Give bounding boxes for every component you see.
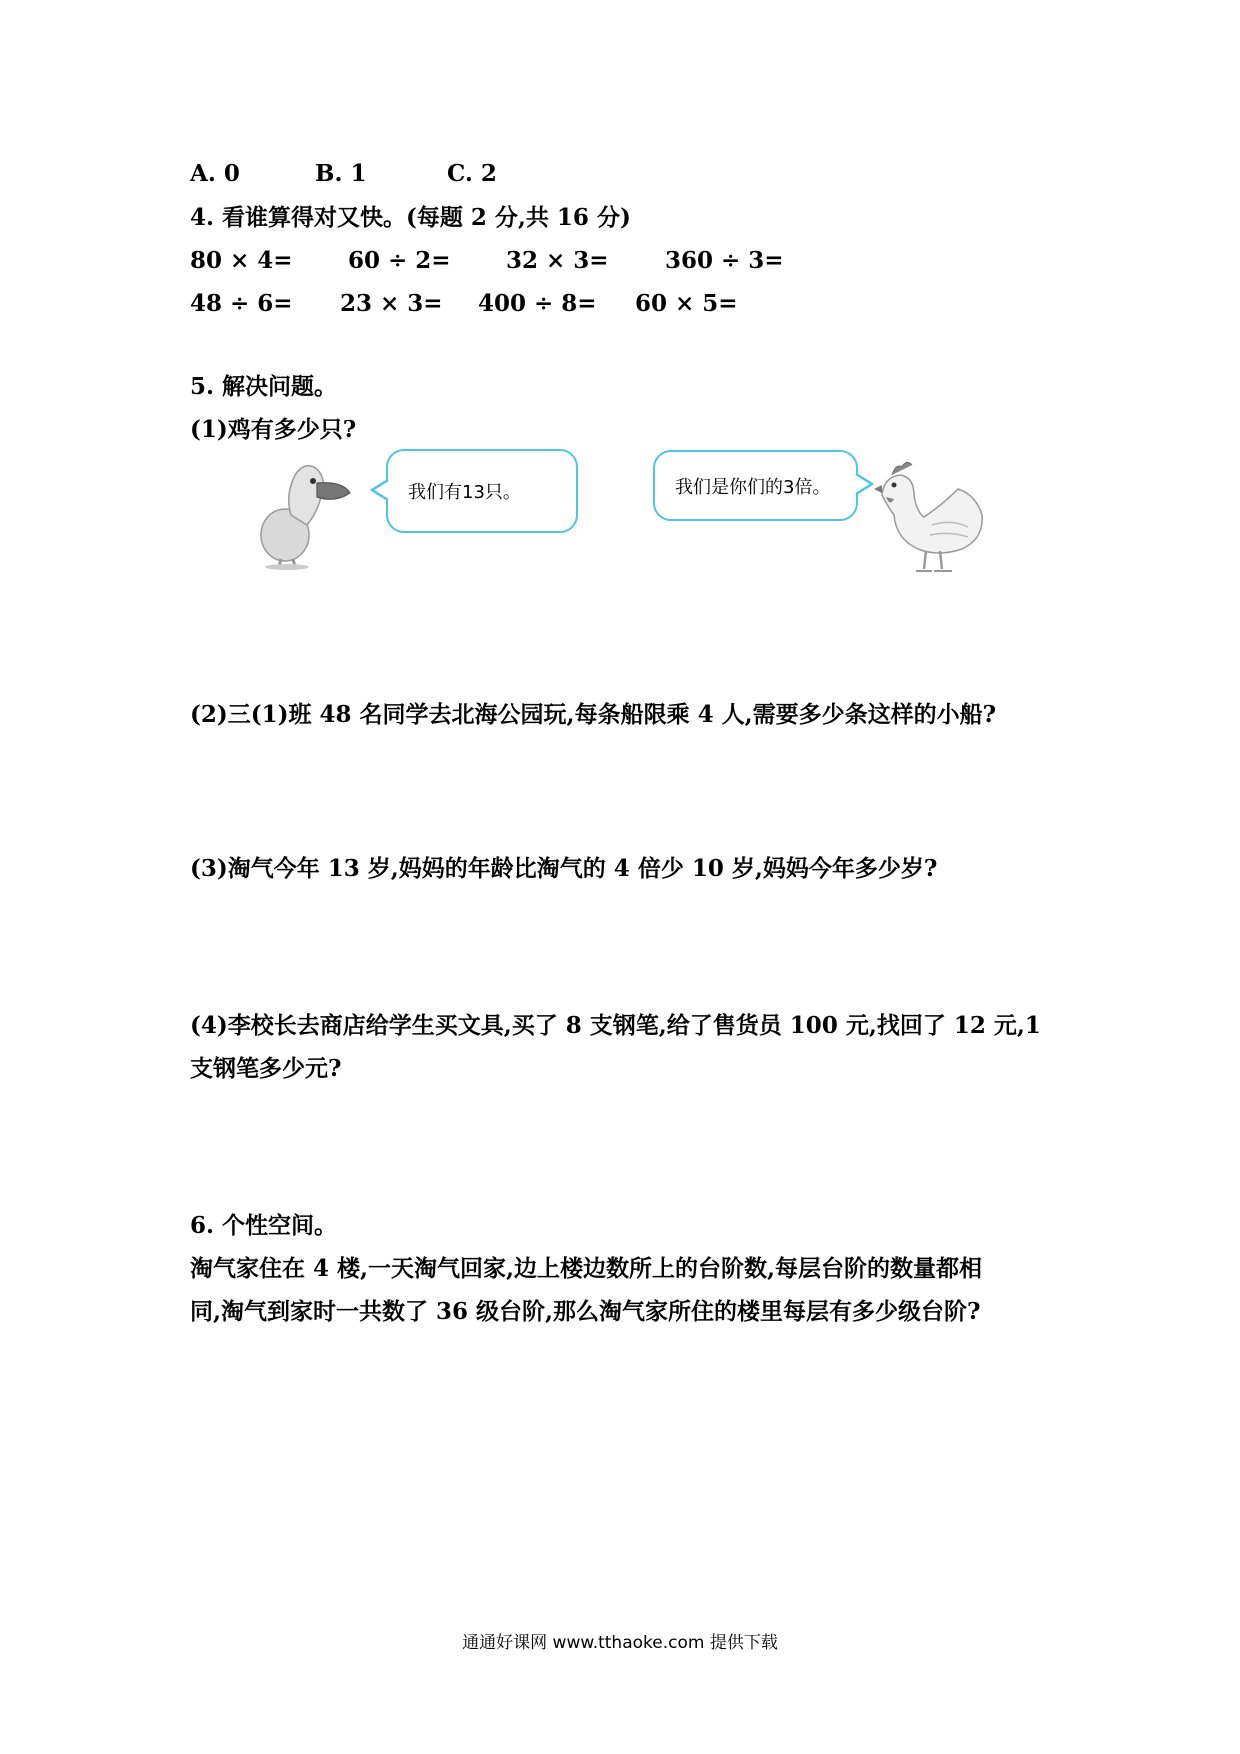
q4-title: 4. 看谁算得对又快。(每题 2 分,共 16 分) [190, 204, 631, 231]
q5-part2: (2)三(1)班 48 名同学去北海公园玩,每条船限乘 4 人,需要多少条这样的小船? [190, 701, 997, 728]
option-a: A. 0 [190, 160, 240, 187]
duck-speech-bubble [386, 449, 578, 533]
q5-part3: (3)淘气今年 13 岁,妈妈的年龄比淘气的 4 倍少 10 岁,妈妈今年多少岁? [190, 855, 938, 882]
q5-title: 5. 解决问题。 [190, 373, 338, 400]
chicken-bubble-tail [854, 472, 874, 496]
footer-text: 通通好课网 www.tthaoke.com 提供下载 [462, 1633, 778, 1653]
q6-line2: 同,淘气到家时一共数了 36 级台阶,那么淘气家所住的楼里每层有多少级台阶? [190, 1298, 981, 1325]
chicken-speech-bubble [653, 450, 858, 521]
calc-1: 80 × 4= [190, 247, 293, 274]
calc-2: 60 ÷ 2= [348, 247, 451, 274]
duck-illustration [255, 455, 370, 570]
option-c: C. 2 [447, 160, 497, 187]
duck-bubble-tail [370, 478, 390, 502]
calc-7: 400 ÷ 8= [478, 290, 597, 317]
calc-5: 48 ÷ 6= [190, 290, 293, 317]
q6-line1: 淘气家住在 4 楼,一天淘气回家,边上楼边数所上的台阶数,每层台阶的数量都相 [190, 1255, 983, 1282]
calc-4: 360 ÷ 3= [665, 247, 784, 274]
q6-title: 6. 个性空间。 [190, 1212, 338, 1239]
calc-6: 23 × 3= [340, 290, 443, 317]
chicken-illustration [872, 455, 990, 577]
calc-3: 32 × 3= [506, 247, 609, 274]
option-b: B. 1 [315, 160, 367, 187]
calc-8: 60 × 5= [635, 290, 738, 317]
chicken-speech-text: 我们是你们的3倍。 [675, 476, 831, 498]
duck-speech-text: 我们有13只。 [408, 482, 521, 503]
q5-part1: (1)鸡有多少只? [190, 416, 357, 443]
q5-part4-line1: (4)李校长去商店给学生买文具,买了 8 支钢笔,给了售货员 100 元,找回了 12 元,1 [190, 1012, 1041, 1039]
q5-part4-line2: 支钢笔多少元? [190, 1055, 342, 1082]
